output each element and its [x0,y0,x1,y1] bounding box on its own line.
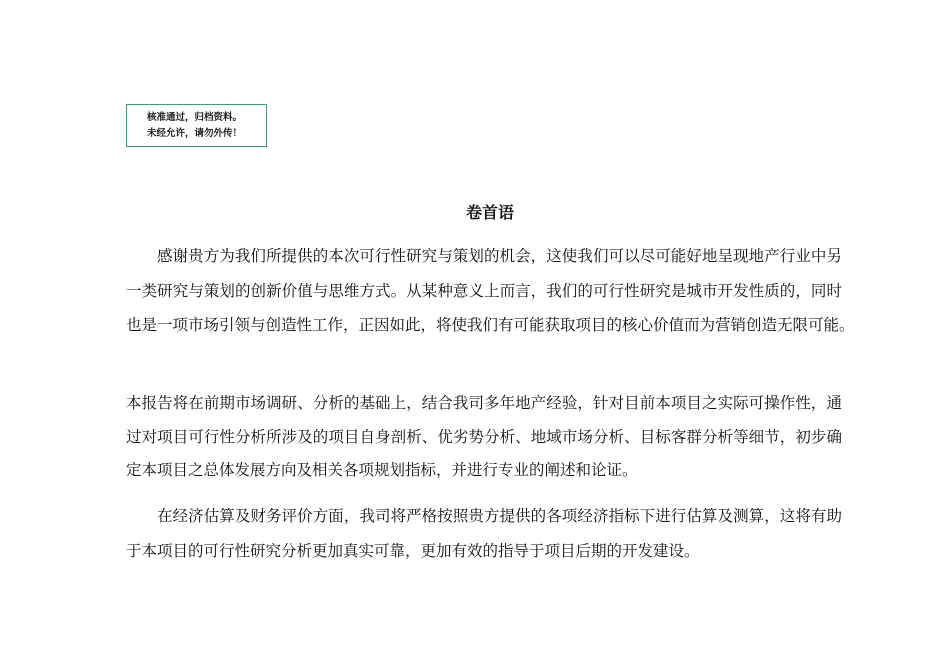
paragraph-line: 本报告将在前期市场调研、分析的基础上，结合我司多年地产经验，针对目前本项目之实际可操作性，通 [126,394,842,412]
paragraph-line: 一类研究与策划的创新价值与思维方式。从某种意义上而言，我们的可行性研究是城市开发性质的，同时 [126,281,842,300]
paragraph-financial-evaluation [126,499,842,569]
paragraph-line: 于本项目的可行性研究分析更加真实可靠，更加有效的指导于项目后期的开发建设。 [126,542,700,560]
approval-stamp-box [126,104,267,147]
paragraph-report-scope [126,387,842,488]
paragraph-line: 定本项目之总体发展方向及相关各项规划指标，并进行专业的阐述和论证。 [126,461,638,479]
paragraph-line: 在经济估算及财务评价方面，我司将严格按照贵方提供的各项经济指标下进行估算及测算，这将有助 [157,507,842,525]
stamp-line: 未经允许，请勿外传！ [147,128,243,139]
paragraph-intro [126,239,855,343]
page-title: 卷首语 [465,203,514,222]
paragraph-line: 也是一项市场引领与创造性工作，正因如此，将使我们有可能获取项目的核心价值而为营销创造无限可能。 [126,316,855,334]
stamp-line: 核准通过，归档资料。 [147,112,243,123]
paragraph-line: 感谢贵方为我们所提供的本次可行性研究与策划的机会，这使我们可以尽可能好地呈现地产行业中另 [157,247,842,265]
paragraph-line: 过对项目可行性分析所涉及的项目自身剖析、优劣势分析、地域市场分析、目标客群分析等细节，初步确 [126,427,842,446]
